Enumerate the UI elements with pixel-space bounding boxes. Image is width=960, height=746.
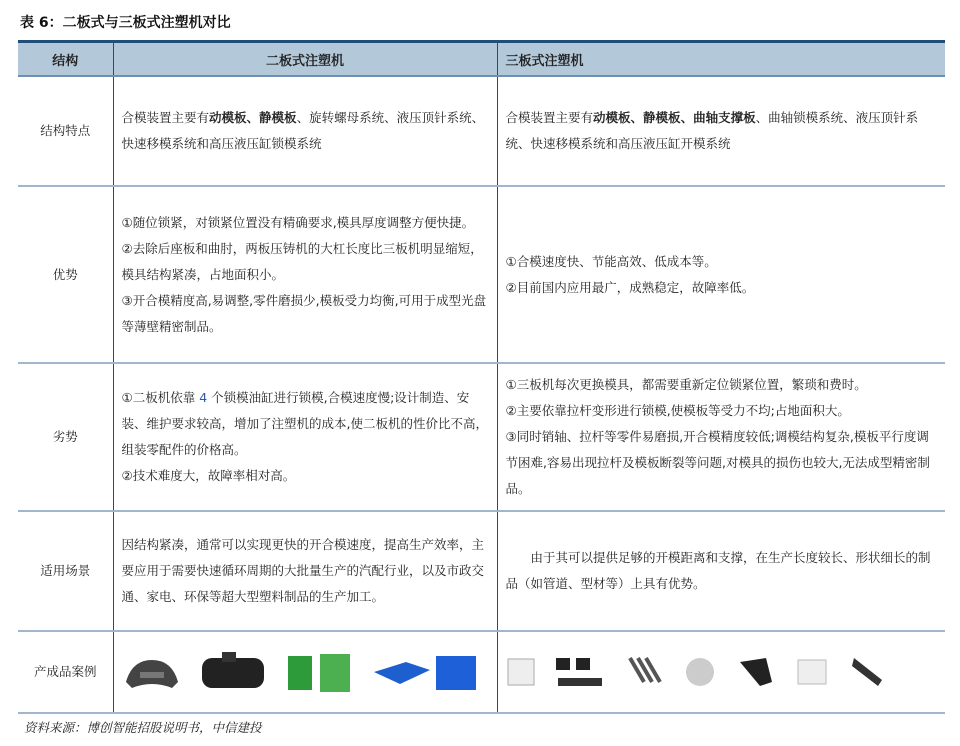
bold-text: 曲轴支撑板: [693, 110, 756, 125]
row-label: 劣势: [18, 363, 113, 511]
table-row: [18, 76, 945, 186]
trash-bin-image: [284, 650, 354, 694]
header-three-platen: 三板式注塑机: [497, 42, 945, 77]
row-label: 结构特点: [18, 76, 113, 186]
text: 、: [680, 110, 694, 125]
text: 合模装置主要有: [121, 110, 210, 125]
text: 合模装置主要有: [505, 110, 594, 125]
bold-text: 静模板: [643, 110, 681, 125]
pallet-crate-image: [370, 650, 480, 694]
header-structure: 结构: [18, 42, 113, 77]
text: ①合模速度快、节能高效、低成本等。: [505, 253, 717, 269]
text: 个锁模油缸进行锁模,合模速度慢;设计制造、安装、维护要求较高，增加了注塑机的成本,使二板机的性价比不高，组装零配件的价格高。: [121, 390, 488, 457]
cell-three: [497, 76, 945, 186]
text: ③同时销轴、拉杆等零件易磨损,开合模精度较低;调模结构复杂,模板平行度调节困难,容易出现拉杆及模板断裂等问题,对模具的损伤也较大,无法成型精密制品。: [505, 429, 930, 496]
text: 、曲轴锁模系统、液压顶针系统、快速移模系统和高压液压缸开模系统: [505, 110, 919, 151]
cell-two-products: [113, 631, 497, 713]
cell-two: 因结构紧凑，通常可以实现更快的开合模速度，提高生产效率，主要应用于需要快速循环周期的大批量生产的汽配行业，以及市政交通、家电、环保等超大型塑料制品的生产加工。: [113, 511, 497, 631]
switch-panel-image: [506, 657, 536, 687]
row-label: 适用场景: [18, 511, 113, 631]
text: ①随位锁紧，对锁紧位置没有精确要求,模具厚度调整方便快捷。: [121, 214, 475, 230]
car-bumper-image: [122, 652, 182, 692]
text: ①三板机每次更换模具，都需要重新定位锁紧位置，繁琐和费时。: [505, 377, 867, 392]
table-row: [18, 511, 945, 631]
cell-three: [497, 363, 945, 511]
cell-two: [113, 363, 497, 511]
bold-text: 静模板: [259, 110, 297, 125]
text: ③开合模精度高,易调整,零件磨损少,模板受力均衡,可用于成型光盘等薄壁精密制品。: [121, 292, 487, 334]
source-note: 资料来源：博创智能招股说明书，中信建投: [24, 720, 262, 735]
header-row: [18, 42, 945, 77]
number: 4: [199, 390, 208, 405]
text: ②技术难度大，故障率相对高。: [121, 468, 296, 483]
text: 、旋转螺母系统、液压顶针系统、快速移模系统和高压液压缸锁模系统: [121, 110, 485, 151]
text: ②主要依靠拉杆变形进行锁模,使模板等受力不均;占地面积大。: [505, 403, 850, 418]
cell-two: [113, 186, 497, 363]
clamp-parts-image: [552, 652, 608, 692]
text: ①二板机依靠: [121, 390, 200, 405]
bracket-image: [736, 652, 776, 692]
cell-two: [113, 76, 497, 186]
angle-bracket-image: [848, 652, 888, 692]
row-label: 产成品案例: [18, 631, 113, 713]
comparison-table: [18, 40, 945, 714]
white-parts-image: [792, 652, 832, 692]
table-title: 表 6：二板式与三板式注塑机对比: [20, 15, 231, 31]
text: 、: [246, 110, 260, 125]
table-row: [18, 631, 945, 713]
text: ②目前国内应用最广，成熟稳定，故障率低。: [505, 279, 755, 295]
septic-tank-image: [198, 650, 268, 694]
bold-text: 动模板: [593, 110, 631, 125]
text: ②去除后座板和曲肘，两板压铸机的大杠长度比三板机明显缩短，模具结构紧凑，占地面积小。: [121, 240, 483, 282]
cell-three: [497, 186, 945, 363]
cell-three: 由于其可以提供足够的开模距离和支撑，在生产长度较长、形状细长的制品（如管道、型材等）上具有优势。: [497, 511, 945, 631]
text: 、: [630, 110, 644, 125]
header-two-platen: 二板式注塑机: [113, 42, 497, 77]
table-row: [18, 363, 945, 511]
row-label: 优势: [18, 186, 113, 363]
fan-blade-image: [680, 652, 720, 692]
bold-text: 动模板: [209, 110, 247, 125]
table-row: [18, 186, 945, 363]
profile-parts-image: [624, 652, 664, 692]
cell-three-products: [497, 631, 945, 713]
